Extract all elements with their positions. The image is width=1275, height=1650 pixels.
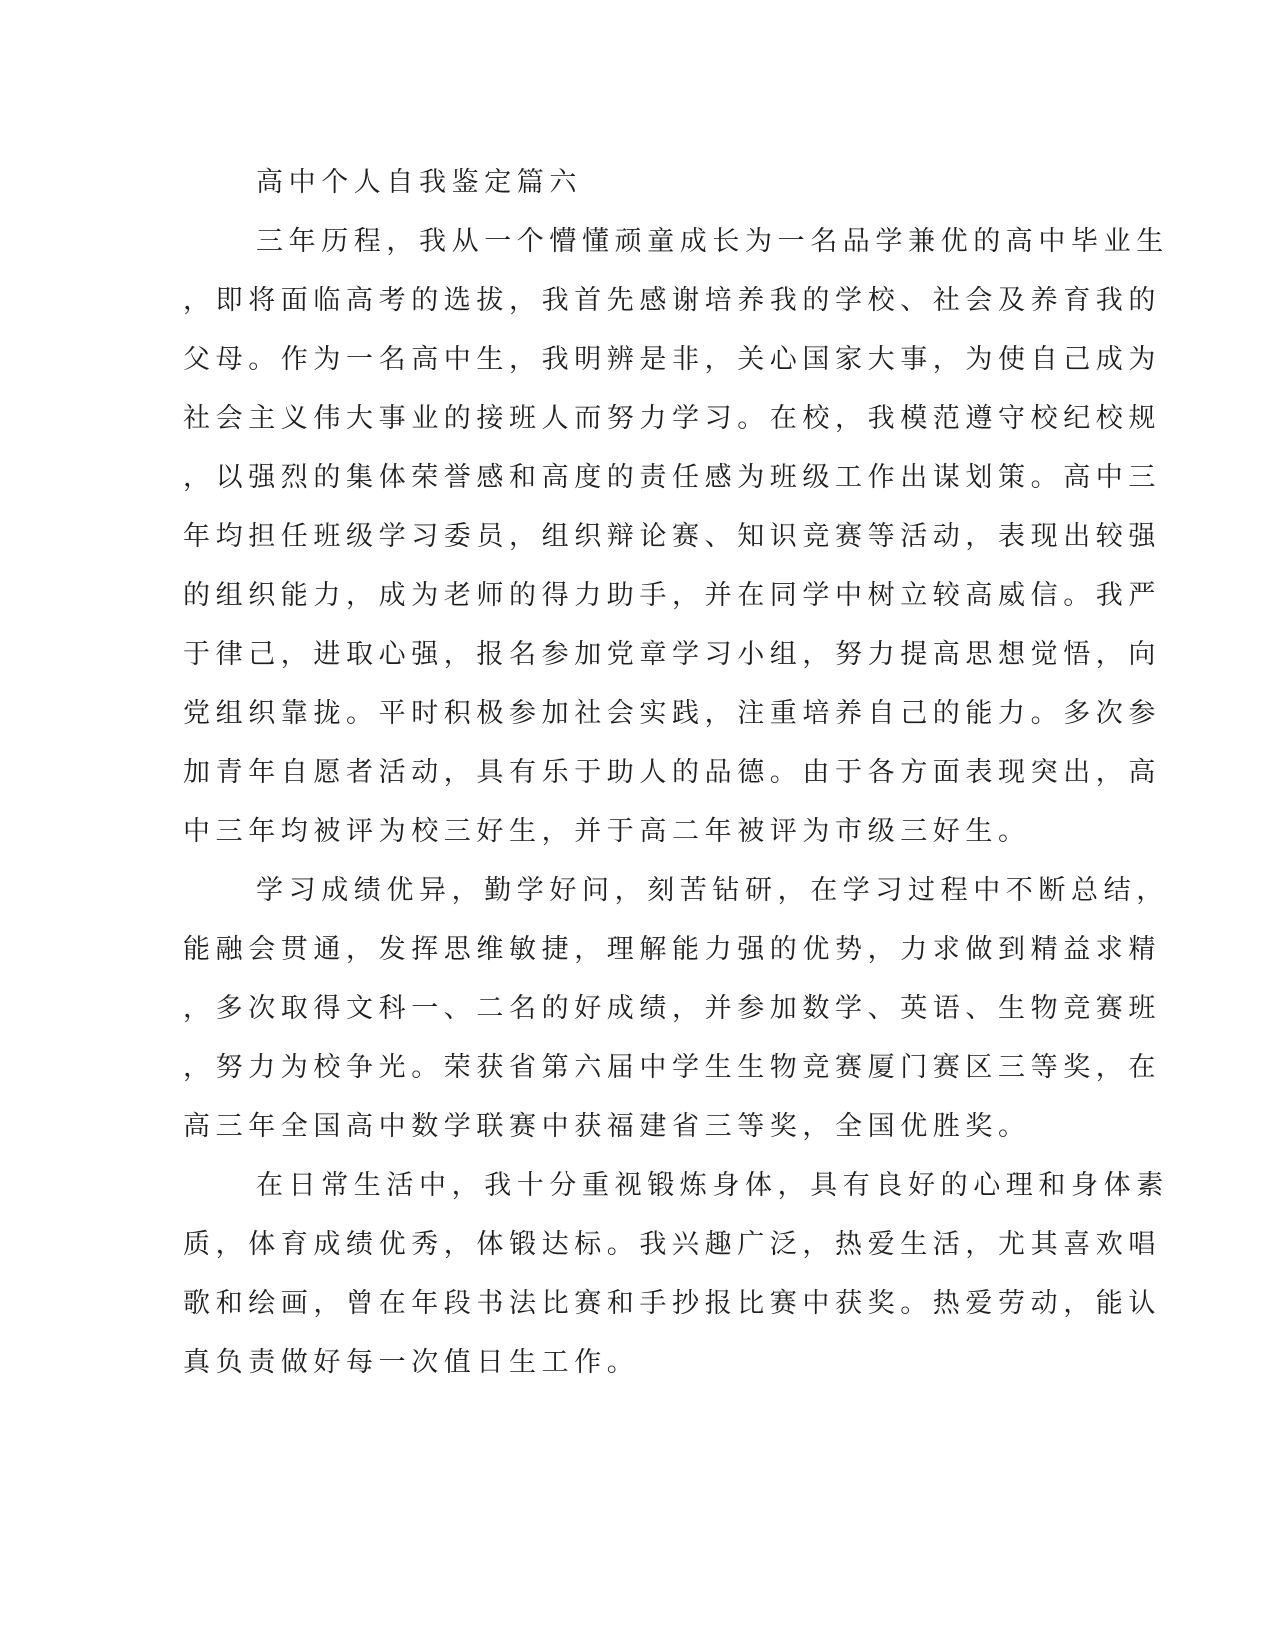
paragraph-2-line: ，多次取得文科一、二名的好成绩，并参加数学、英语、生物竞赛班 bbox=[183, 993, 1161, 1024]
paragraph-1-line: 社会主义伟大事业的接班人而努力学习。在校，我模范遵守校纪校规 bbox=[183, 403, 1161, 434]
paragraph-1-line: 三年历程，我从一个懵懂顽童成长为一名品学兼优的高中毕业生 bbox=[256, 226, 1169, 257]
paragraph-1-line: ，以强烈的集体荣誉感和高度的责任感为班级工作出谋划策。高中三 bbox=[183, 462, 1161, 493]
paragraph-1-line: 党组织靠拢。平时积极参加社会实践，注重培养自己的能力。多次参 bbox=[183, 698, 1161, 729]
paragraph-2-line: 能融会贯通，发挥思维敏捷，理解能力强的优势，力求做到精益求精 bbox=[183, 934, 1161, 965]
paragraph-3-line: 质，体育成绩优秀，体锻达标。我兴趣广泛，热爱生活，尤其喜欢唱 bbox=[183, 1229, 1161, 1260]
paragraph-1-line: 于律己，进取心强，报名参加党章学习小组，努力提高思想觉悟，向 bbox=[183, 639, 1161, 670]
paragraph-1-line: 中三年均被评为校三好生，并于高二年被评为市级三好生。 bbox=[183, 816, 1031, 847]
paragraph-3-line: 在日常生活中，我十分重视锻炼身体，具有良好的心理和身体素 bbox=[256, 1170, 1169, 1201]
paragraph-1-line: 加青年自愿者活动，具有乐于助人的品德。由于各方面表现突出，高 bbox=[183, 757, 1161, 788]
paragraph-3-line: 真负责做好每一次值日生工作。 bbox=[183, 1347, 640, 1378]
paragraph-1-line: 父母。作为一名高中生，我明辨是非，关心国家大事，为使自己成为 bbox=[183, 344, 1161, 375]
paragraph-1-line: 年均担任班级学习委员，组织辩论赛、知识竞赛等活动，表现出较强 bbox=[183, 521, 1161, 552]
paragraph-1-line: 的组织能力，成为老师的得力助手，并在同学中树立较高威信。我严 bbox=[183, 580, 1161, 611]
document-title: 高中个人自我鉴定篇六 bbox=[256, 167, 582, 198]
paragraph-1-line: ，即将面临高考的选拔，我首先感谢培养我的学校、社会及养育我的 bbox=[183, 285, 1161, 316]
paragraph-2-line: ，努力为校争光。荣获省第六届中学生生物竞赛厦门赛区三等奖，在 bbox=[183, 1052, 1161, 1083]
paragraph-2-line: 学习成绩优异，勤学好问，刻苦钻研，在学习过程中不断总结， bbox=[256, 875, 1169, 906]
paragraph-3-line: 歌和绘画，曾在年段书法比赛和手抄报比赛中获奖。热爱劳动，能认 bbox=[183, 1288, 1161, 1319]
paragraph-2-line: 高三年全国高中数学联赛中获福建省三等奖，全国优胜奖。 bbox=[183, 1111, 1031, 1142]
